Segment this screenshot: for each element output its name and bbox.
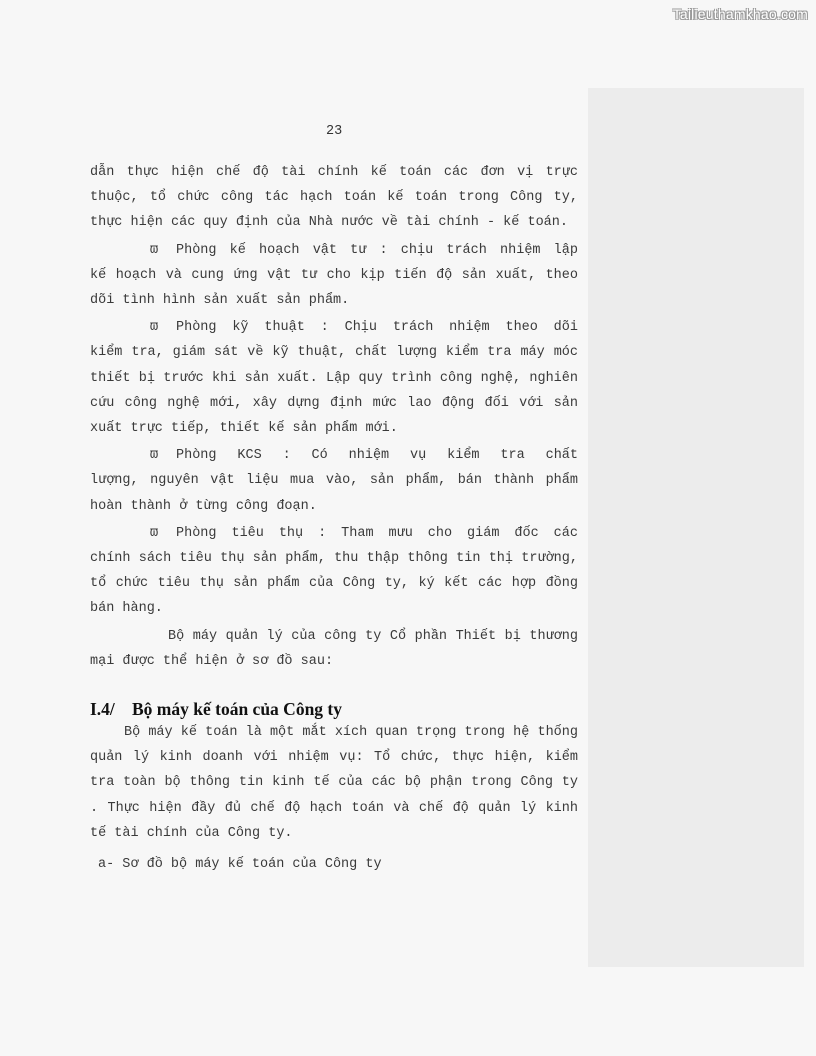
section-title: Bộ máy kế toán của Công ty bbox=[132, 699, 343, 720]
bullet-item-planning bbox=[90, 238, 578, 314]
bullet-icon: ϖ bbox=[150, 448, 159, 464]
watermark-text: Tailieuthamkhao.com bbox=[672, 6, 808, 22]
bullet-first-line: Phòng kỹ thuật : Chịu trách nhiệm theo dõi bbox=[176, 320, 578, 336]
page-number: 23 bbox=[326, 124, 343, 139]
bullet-item-technical bbox=[90, 315, 578, 441]
bullet-first-line: Phòng kế hoạch vật tư : chịu trách nhiệm lập bbox=[176, 242, 578, 258]
bullet-rest: lượng, nguyên vật liệu mua vào, sản phẩm, bán thành phẩm hoàn thành ở từng công đoạn. bbox=[90, 473, 578, 514]
closing-paragraph: Bộ máy quản lý của công ty Cổ phần Thiết bị thương mại được thể hiện ở sơ đồ sau: bbox=[90, 628, 578, 669]
sub-section-label: a- Sơ đồ bộ máy kế toán của Công ty bbox=[98, 857, 382, 873]
bullet-rest: chính sách tiêu thụ sản phẩm, thu thập thông tin thị trường, tổ chức tiêu thụ sản phẩm của Công ty, ký kết các hợp đồng bán hàng. bbox=[90, 551, 578, 617]
side-panel bbox=[588, 88, 804, 967]
document-body bbox=[90, 160, 578, 877]
section-number: I.4/ bbox=[90, 699, 115, 720]
bullet-item-sales bbox=[90, 521, 578, 622]
section-intro: Bộ máy kế toán là một mắt xích quan trọng trong hệ thống quản lý kinh doanh với nhiệm vụ: Tổ chức, thực hiện, kiểm tra toàn bộ thông tin kinh tế của các bộ phận trong Công ty . Thực hiện đầy đủ chế độ hạch toán và chế độ quản lý kinh tế tài chính của Công ty. bbox=[90, 725, 578, 841]
bullet-first-line: Phòng tiêu thụ : Tham mưu cho giám đốc các bbox=[176, 525, 578, 541]
bullet-icon: ϖ bbox=[150, 242, 159, 258]
bullet-rest: kiểm tra, giám sát về kỹ thuật, chất lượng kiểm tra máy móc thiết bị trước khi sản xuất. Lập quy trình công nghệ, nghiên cứu công nghệ mới, xây dựng định mức lao động đối với sản xuất trực tiếp, thiết kế sản phẩm mới. bbox=[90, 345, 578, 437]
section-heading bbox=[90, 698, 578, 720]
bullet-item-kcs bbox=[90, 443, 578, 519]
bullet-rest: kế hoạch và cung ứng vật tư cho kịp tiến độ sản xuất, theo dõi tình hình sản xuất sản phẩm. bbox=[90, 267, 578, 309]
bullet-icon: ϖ bbox=[150, 320, 159, 336]
bullet-first-line: Phòng KCS : Có nhiệm vụ kiểm tra chất bbox=[176, 448, 578, 464]
bullet-icon: ϖ bbox=[150, 525, 159, 541]
paragraph-1: dẫn thực hiện chế độ tài chính kế toán các đơn vị trực thuộc, tổ chức công tác hạch toán kế toán trong Công ty, thực hiện các quy định của Nhà nước về tài chính - kế toán. bbox=[90, 165, 578, 231]
